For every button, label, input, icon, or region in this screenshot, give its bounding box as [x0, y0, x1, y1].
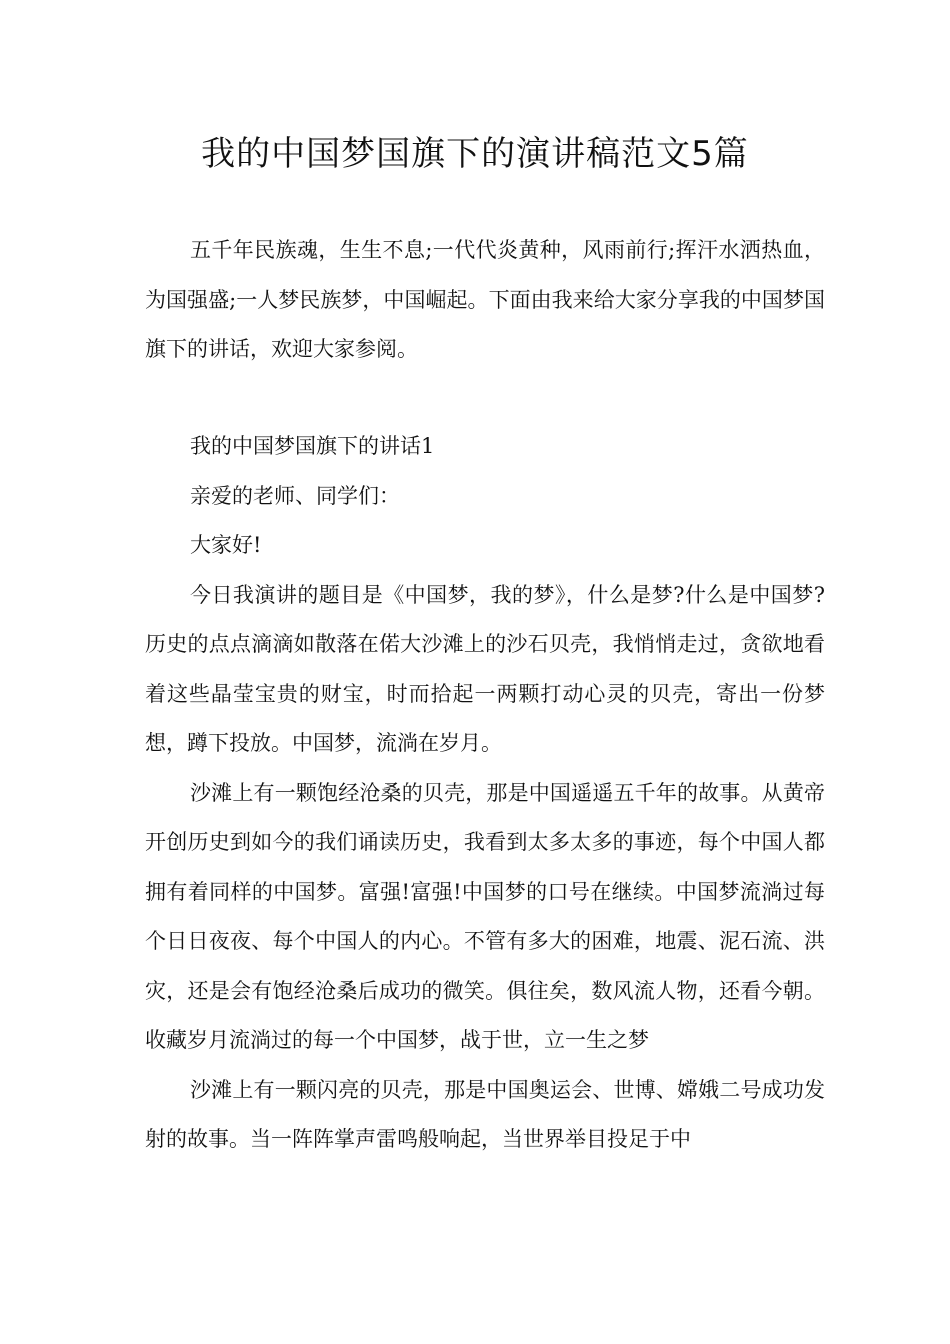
speech-section: [145, 422, 825, 1165]
document-title: 我的中国梦国旗下的演讲稿范文5篇: [201, 134, 749, 174]
body-paragraph: 沙滩上有一颗饱经沧桑的贝壳，那是中国遥遥五千年的故事。从黄帝开创历史到如今的我们诵读历史，我看到太多太多的事迹，每个中国人都拥有着同样的中国梦。富强!富强!中国梦的口号在继续。中国梦流淌过每个日日夜夜、每个中国人的内心。不管有多大的困难，地震、泥石流、洪灾，还是会有饱经沧桑后成功的微笑。俱往矣，数风流人物，还看今朝。收藏岁月流淌过的每一个中国梦，战于世，立一生之梦: [145, 780, 825, 1052]
intro-block: [145, 226, 825, 375]
body-paragraph: 今日我演讲的题目是《中国梦，我的梦》，什么是梦?什么是中国梦?历史的点点滴滴如散落在偌大沙滩上的沙石贝壳，我悄悄走过，贪欲地看着这些晶莹宝贵的财宝，时而拾起一两颗打动心灵的贝壳，寄出一份梦想，蹲下投放。中国梦，流淌在岁月。: [145, 582, 825, 755]
body-paragraph: 沙滩上有一颗闪亮的贝壳，那是中国奥运会、世博、嫦娥二号成功发射的故事。当一阵阵掌声雷鸣般响起，当世界举目投足于中: [145, 1077, 825, 1151]
section-heading: 我的中国梦国旗下的讲话1: [190, 434, 435, 458]
intro-paragraph: 五千年民族魂，生生不息;一代代炎黄种，风雨前行;挥汗水洒热血，为国强盛;一人梦民族梦，中国崛起。下面由我来给大家分享我的中国梦国旗下的讲话，欢迎大家参阅。: [145, 238, 825, 361]
salutation: 亲爱的老师、同学们：: [190, 483, 400, 508]
greeting: 大家好!: [190, 533, 262, 557]
